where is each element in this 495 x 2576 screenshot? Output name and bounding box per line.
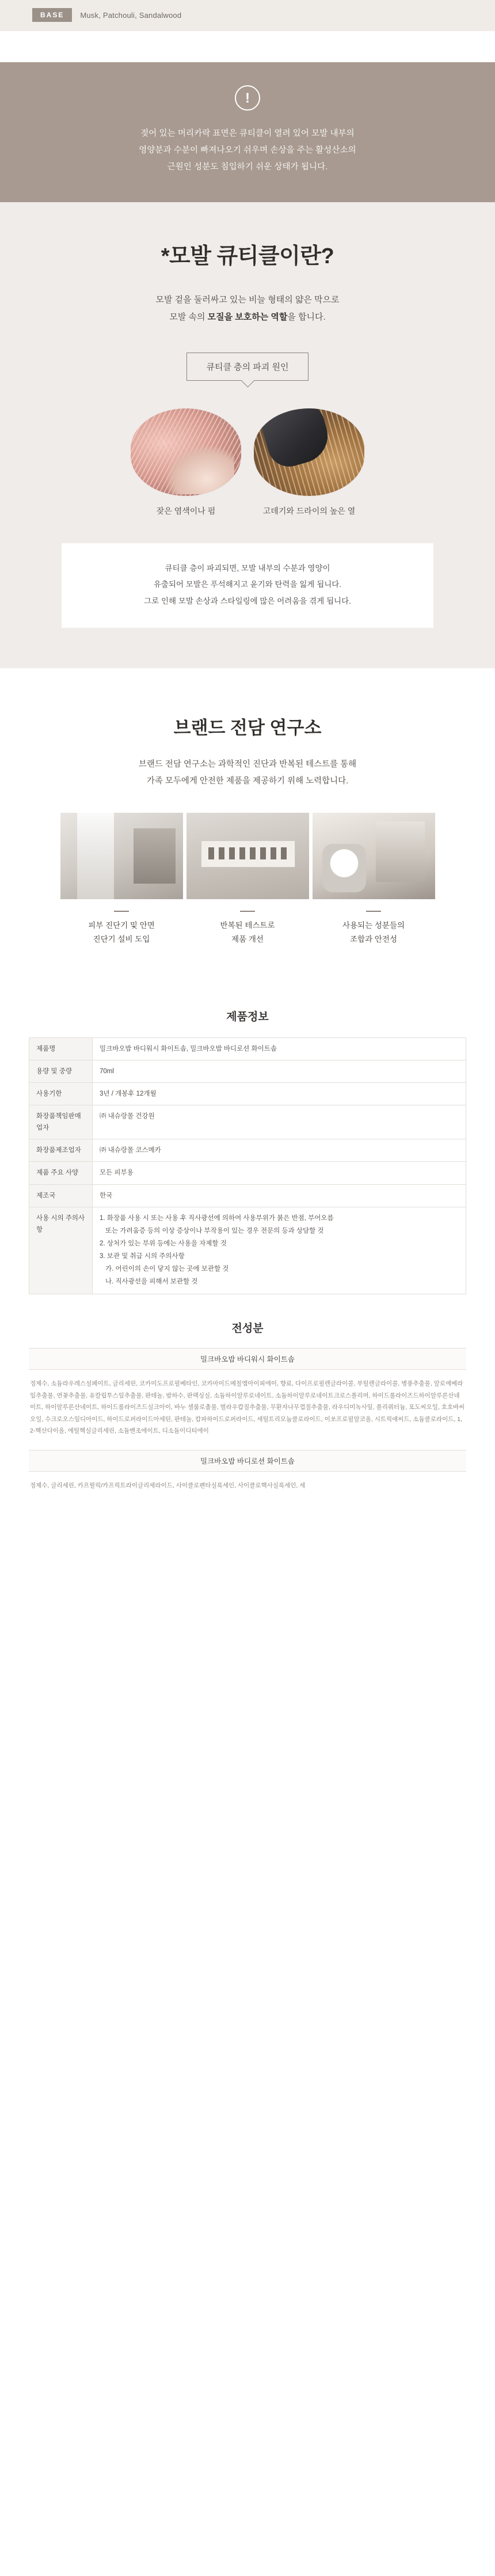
- info-value-2: 3년 / 개봉후 12개월: [93, 1082, 466, 1105]
- lab-signboard-photo: [186, 813, 309, 899]
- info-value-3: ㈜ 내슈랑몰 건강원: [93, 1105, 466, 1139]
- lab-caption-1-line-1: 피부 진단기 및 안면: [88, 921, 155, 930]
- lab-caption-3-line-2: 조합과 안전성: [350, 935, 397, 944]
- exclamation-icon: !: [235, 85, 260, 111]
- divider: [114, 911, 129, 912]
- ingredient-product-name-2: 밀크바오밥 바디로션 화이트솝: [29, 1450, 466, 1472]
- caution-item-2: 2. 상처가 있는 부위 등에는 사용을 자제할 것: [100, 1240, 227, 1247]
- info-label-5: 제품 주요 사양: [29, 1162, 93, 1184]
- info-label-4: 화장품제조업자: [29, 1139, 93, 1162]
- cuticle-desc-line-2: [0, 309, 495, 326]
- hair-dryer-photo: [254, 408, 364, 496]
- divider: [240, 911, 255, 912]
- lab-section: [0, 668, 495, 985]
- lab-equipment-photo: [313, 813, 435, 899]
- table-row: [29, 1105, 466, 1139]
- info-value-6: 한국: [93, 1184, 466, 1207]
- lab-title: 브랜드 전담 연구소: [173, 718, 322, 738]
- lab-desc-line-1: 브랜드 전담 연구소는 과학적인 진단과 반복된 테스트를 통해: [138, 760, 357, 770]
- table-row: [29, 1162, 466, 1184]
- warning-line-2: 영양분과 수분이 빠져나오기 쉬우며 손상을 주는 활성산소의: [139, 146, 356, 155]
- base-chip-label: BASE: [32, 8, 72, 22]
- cuticle-result-line-1: 큐티클 층이 파괴되면, 모발 내부의 수분과 영양이: [165, 564, 330, 573]
- lab-photo-row: [0, 813, 495, 899]
- table-row: [29, 1037, 466, 1060]
- cause-photo-cell-1: [131, 408, 241, 517]
- lab-caption-3: [313, 911, 435, 947]
- table-row: [29, 1184, 466, 1207]
- lab-building-photo: [60, 813, 183, 899]
- warning-line-1: 젖어 있는 머리카락 표면은 큐티클이 열려 있어 모발 내부의: [140, 129, 355, 138]
- ingredient-product-name-1: 밀크바오밥 바디워시 화이트솝: [29, 1348, 466, 1370]
- cuticle-desc-highlight: 모질을 보호하는 역할: [207, 312, 288, 322]
- cuticle-desc-line-2-suffix: 을 합니다.: [287, 312, 326, 322]
- divider: [366, 911, 381, 912]
- info-label-1: 용량 및 중량: [29, 1060, 93, 1082]
- cause-photo-caption-1: 잦은 염색이나 펌: [156, 506, 216, 516]
- lab-desc-line-2: 가족 모두에게 안전한 제품을 제공하기 위해 노력합니다.: [146, 776, 349, 786]
- info-label-3: 화장품책임판매업자: [29, 1105, 93, 1139]
- info-value-1: 70ml: [93, 1060, 466, 1082]
- info-label-6: 제조국: [29, 1184, 93, 1207]
- warning-section: [0, 62, 495, 202]
- spacer: [0, 31, 495, 62]
- table-row: [29, 1060, 466, 1082]
- cuticle-section: [0, 202, 495, 668]
- cuticle-result-line-2: 유출되어 모발은 푸석해지고 윤기와 탄력을 잃게 됩니다.: [153, 580, 342, 589]
- caution-label: 사용 시의 주의사항: [29, 1207, 93, 1294]
- ingredient-text-2: 정제수, 글리세린, 카프릴릭/카프릭트라이글리세라이드, 사이클로펜타실록세인, 사이클로헥사실록세인, 세: [30, 1482, 306, 1489]
- info-label-0: 제품명: [29, 1037, 93, 1060]
- lab-caption-1: [60, 911, 183, 947]
- ingredients-section: [0, 1300, 495, 1527]
- ingredient-block-2: [29, 1450, 466, 1504]
- damaged-hair-photo: [131, 408, 241, 496]
- cuticle-title: *모발 큐티클이란?: [161, 244, 334, 268]
- cuticle-desc-line-1: 모발 겉을 둘러싸고 있는 비늘 형태의 얇은 막으로: [155, 295, 340, 305]
- caution-value: [93, 1207, 466, 1294]
- caution-item-3: 3. 보관 및 취급 시의 주의사항: [100, 1253, 185, 1260]
- product-info-section: [0, 985, 495, 1301]
- cuticle-result-line-3: 그로 인해 모발 손상과 스타일링에 많은 어려움을 겪게 됩니다.: [144, 596, 351, 605]
- cuticle-result-box: [62, 543, 433, 628]
- caution-item-4: 가. 어린이의 손이 닿지 않는 곳에 보관할 것: [105, 1266, 229, 1273]
- lab-caption-row: [0, 911, 495, 947]
- ingredient-block-1: [29, 1348, 466, 1449]
- caution-item-5: 나. 직사광선을 피해서 보관할 것: [105, 1278, 198, 1286]
- caution-item-0: 1. 화장품 사용 시 또는 사용 후 직사광선에 의하여 사용부위가 붉은 반점, 부어오름: [100, 1214, 334, 1222]
- info-value-4: ㈜ 내슈랑몰 코스메카: [93, 1139, 466, 1162]
- lab-caption-1-line-2: 진단기 설비 도입: [93, 935, 150, 944]
- info-value-0: 밀크바오밥 바디워시 화이트솝, 밀크바오밥 바디로션 화이트솝: [93, 1037, 466, 1060]
- lab-caption-2-line-2: 제품 개선: [231, 935, 264, 944]
- cause-photo-row: [0, 408, 495, 517]
- cuticle-desc-line-2-prefix: 모발 속의: [169, 312, 208, 322]
- ingredients-title: 전성분: [231, 1323, 264, 1335]
- warning-line-3: 근원인 성분도 침입하기 쉬운 상태가 됩니다.: [167, 162, 328, 172]
- info-value-5: 모든 피부용: [93, 1162, 466, 1184]
- cause-photo-caption-2: 고데기와 드라이의 높은 열: [262, 506, 356, 516]
- base-notes-text: Musk, Patchouli, Sandalwood: [80, 10, 182, 20]
- caution-item-1: 또는 가려움증 등의 이상 증상이나 부작용이 있는 경우 전문의 등과 상담할 것: [105, 1227, 324, 1234]
- info-label-2: 사용기한: [29, 1082, 93, 1105]
- lab-caption-3-line-1: 사용되는 성분들의: [342, 921, 405, 930]
- base-note-strip: [0, 0, 495, 31]
- table-row-caution: [29, 1207, 466, 1294]
- lab-caption-2: [186, 911, 309, 947]
- table-row: [29, 1082, 466, 1105]
- cause-label-box: 큐티클 층의 파괴 원인: [186, 353, 309, 381]
- cause-photo-cell-2: [254, 408, 364, 517]
- product-info-table: [29, 1037, 466, 1295]
- table-row: [29, 1139, 466, 1162]
- lab-caption-2-line-1: 반복된 테스트로: [220, 921, 275, 930]
- ingredient-text-1: 정제수, 소듐라우레스설페이트, 글리세린, 코카미도프로필베타인, 코카마이드메칠엠아이피에이, 향료, 다이프로필렌글라이콜, 부틸렌글라이콜, 병풍추출물, 알로에베라잎추출물, 연꽃추출물, 유칼립투스잎추출물, 판테놀, 밤하수, 판팩싱실, 소듐하이알루로네이트, 소듐하이알루로네이트크로스폴리머, 하이드롤라이즈드하이알루론산네이트, 하이알루론산네이트, 하이드롤라이즈드실크아이, 바누 셀룰로촐물, 벌라우캅질추출물, 무환자나무껍질추출물, 라우디미녹사잎, 폴리쿼터늄, 포도씨오일, 호호바씨오일, 수크로오스잎디아이드, 하이드로퍼라이드아세틴, 판테놀, 캄파하이드로퍼라이드, 세틸트리모늄클로라이드, 이쏘프로필알코올, 시트릭애씨드, 소듐클로라이드, 1,2-헥산다이올, 에틸헥실글리세린, 소듐벤조에이트, 디소듐이디티에이: [30, 1380, 465, 1435]
- product-info-title: 제품정보: [226, 1010, 269, 1023]
